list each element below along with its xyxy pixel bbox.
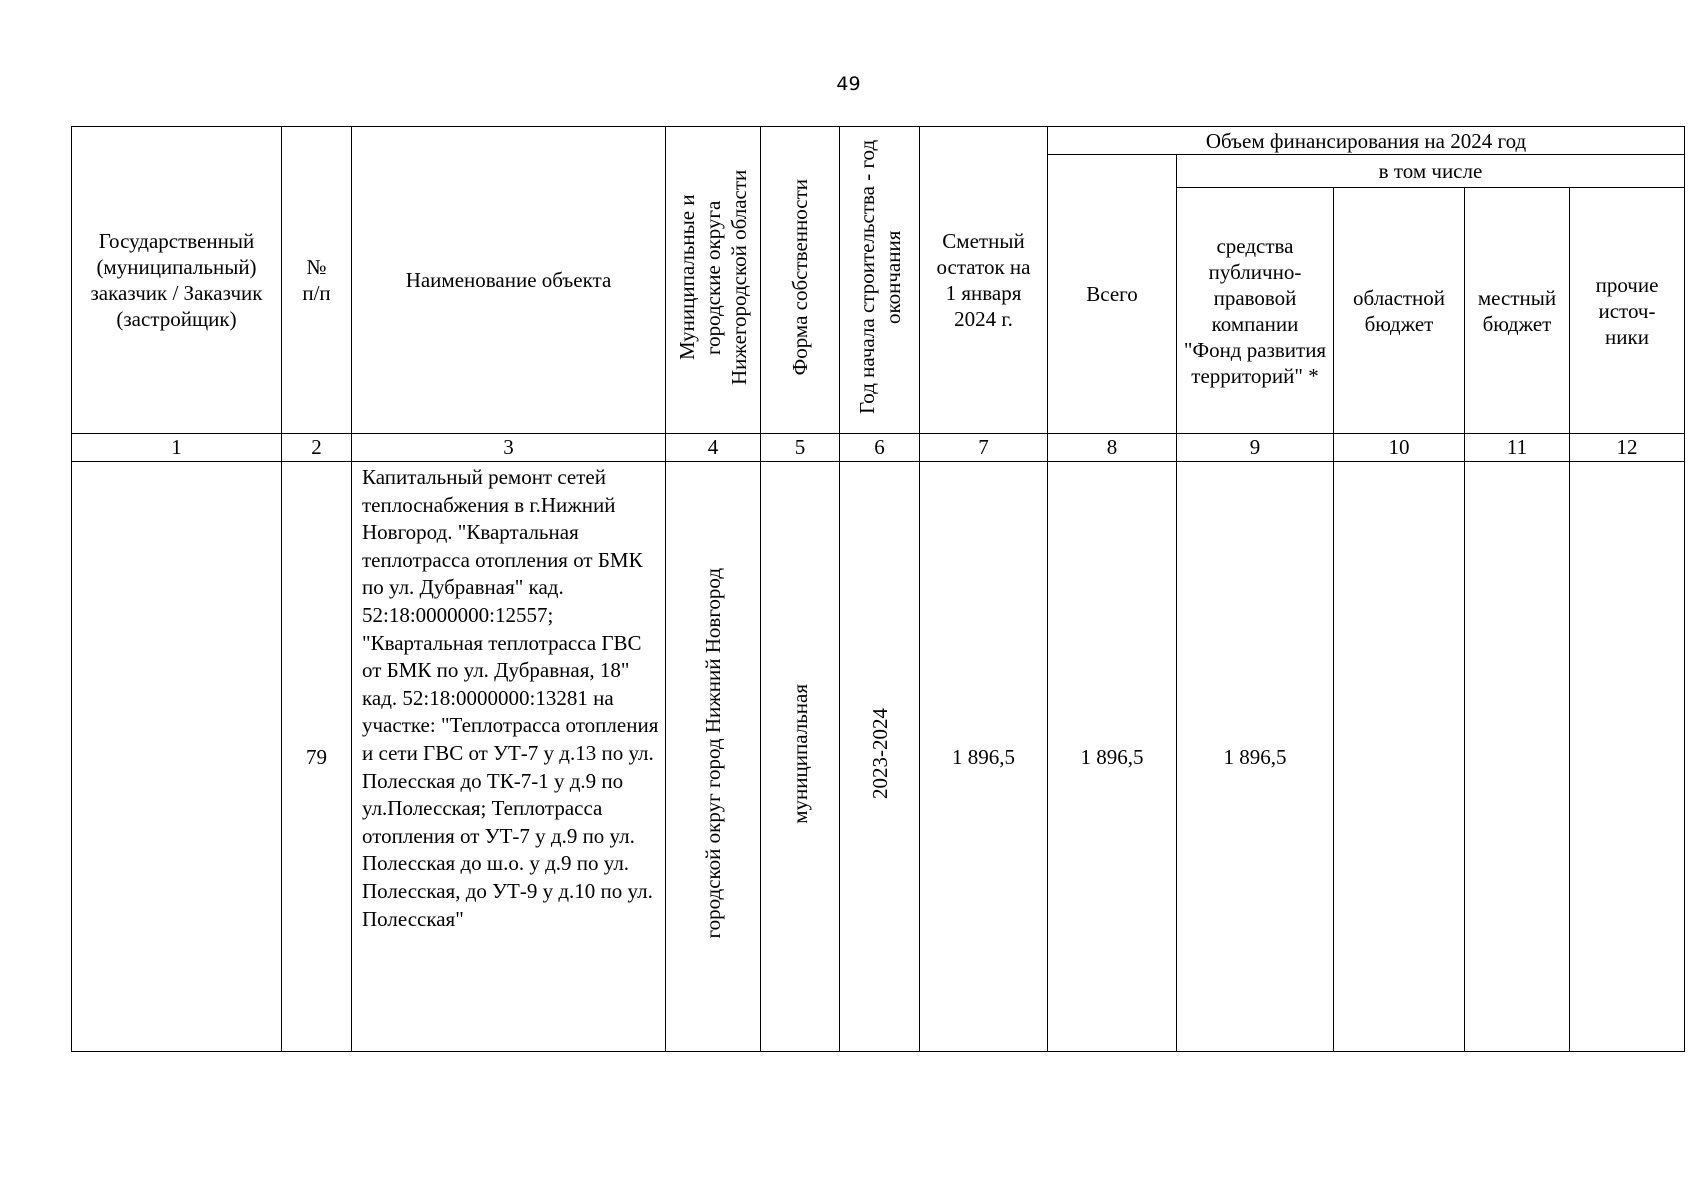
- header-regional: областной бюджет: [1334, 188, 1465, 434]
- column-number: 12: [1570, 434, 1685, 462]
- cell-ownership: муниципальная: [761, 462, 840, 1052]
- header-total: Всего: [1048, 155, 1177, 434]
- cell-years: 2023-2024: [840, 462, 920, 1052]
- cell-other: [1570, 462, 1685, 1052]
- cell-fund: 1 896,5: [1177, 462, 1334, 1052]
- column-number: 4: [666, 434, 761, 462]
- header-fund: средства публично-правовой компании "Фонд развития территорий" *: [1177, 188, 1334, 434]
- column-number: 9: [1177, 434, 1334, 462]
- column-number: 2: [282, 434, 352, 462]
- column-number: 3: [352, 434, 666, 462]
- column-number: 11: [1465, 434, 1570, 462]
- header-municipality: Муниципальные и городские округа Нижегородской области: [666, 127, 761, 434]
- header-years: Год начала строительства - год окончания: [840, 127, 920, 434]
- page-number: 49: [836, 73, 861, 95]
- cell-municipality: городской округ город Нижний Новгород: [666, 462, 761, 1052]
- header-financing: Объем финансирования на 2024 год: [1048, 127, 1685, 155]
- header-number: № п/п: [282, 127, 352, 434]
- cell-object-name: Капитальный ремонт сетей теплоснабжения в г.Нижний Новгород. "Квартальная теплотрасса отопления от БМК по ул. Дубравная" кад. 52:18:0000000:12557; "Квартальная теплотрасса ГВС от БМК по ул. Дубравная, 18" кад. 52:18:0000000:13281 на участке: "Теплотрасса отопления и сети ГВС от УТ-7 у д.13 по ул. Полесская до ТК-7-1 у д.9 по ул.Полесская; Теплотрасса отопления от УТ-7 у д.9 по ул. Полесская до ш.о. у д.9 по ул. Полесская, до УТ-9 у д.10 по ул. Полесская": [352, 462, 666, 1052]
- column-number: 5: [761, 434, 840, 462]
- financing-table: [71, 126, 1685, 1052]
- cell-estimate: 1 896,5: [920, 462, 1048, 1052]
- cell-total: 1 896,5: [1048, 462, 1177, 1052]
- column-number: 1: [72, 434, 282, 462]
- column-number: 8: [1048, 434, 1177, 462]
- header-ownership: Форма собственности: [761, 127, 840, 434]
- header-including: в том числе: [1177, 155, 1685, 188]
- header-customer: Государственный (муниципальный) заказчик / Заказчик (застройщик): [72, 127, 282, 434]
- header-estimate: Сметный остаток на 1 января 2024 г.: [920, 127, 1048, 434]
- column-number: 6: [840, 434, 920, 462]
- header-object-name: Наименование объекта: [352, 127, 666, 434]
- header-local: местный бюджет: [1465, 188, 1570, 434]
- table-row: [72, 462, 1685, 1052]
- cell-number: 79: [282, 462, 352, 1052]
- column-number: 7: [920, 434, 1048, 462]
- header-other: прочие источ-ники: [1570, 188, 1685, 434]
- cell-regional: [1334, 462, 1465, 1052]
- column-number: 10: [1334, 434, 1465, 462]
- cell-customer: [72, 462, 282, 1052]
- cell-local: [1465, 462, 1570, 1052]
